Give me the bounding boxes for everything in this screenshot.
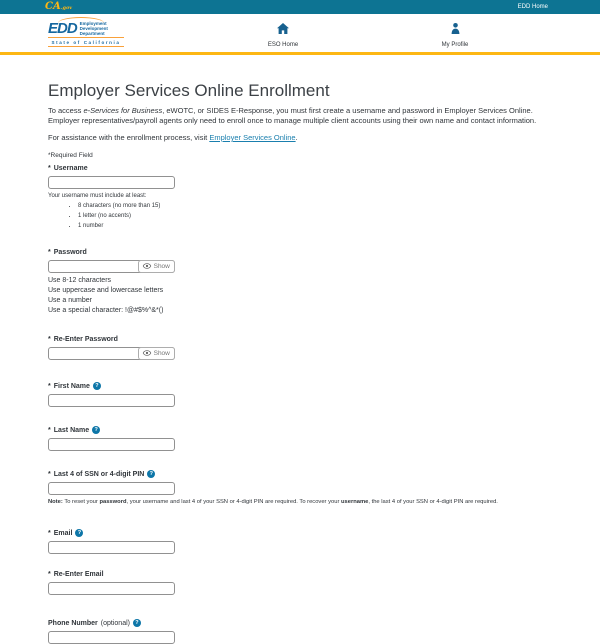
first-name-help-icon[interactable]: ?: [93, 382, 101, 390]
last-name-label: * Last Name ?: [48, 426, 552, 434]
required-marker: *: [48, 529, 51, 537]
first-name-label: * First Name ?: [48, 382, 552, 390]
password-label: * Password: [48, 249, 87, 256]
reenter-password-field-group: [48, 336, 552, 360]
reenter-password-label: * Re-Enter Password: [48, 336, 118, 343]
ssn-pin-field-group: [48, 470, 552, 505]
username-input[interactable]: [48, 176, 175, 189]
first-name-input[interactable]: [48, 394, 175, 407]
username-label: * Username: [48, 165, 88, 172]
email-input[interactable]: [48, 541, 175, 554]
employer-services-online-link[interactable]: Employer Services Online: [209, 133, 296, 142]
eye-icon: [143, 263, 151, 271]
username-rule: • 1 number: [78, 223, 552, 229]
utility-bar: [0, 0, 600, 14]
site-header: [0, 14, 600, 52]
required-marker: *: [48, 382, 51, 390]
person-icon: [451, 21, 460, 38]
first-name-field-group: [48, 382, 552, 407]
password-rule: Use 8-12 characters: [48, 277, 112, 284]
required-marker: *: [48, 426, 51, 434]
ssn-pin-label: * Last 4 of SSN or 4-digit PIN ?: [48, 470, 552, 478]
required-marker: *: [48, 249, 51, 256]
email-help-icon[interactable]: ?: [75, 529, 83, 537]
email-label: * Email ?: [48, 529, 552, 537]
username-rules-list: [48, 203, 552, 229]
edd-logo-state-text: State of California: [48, 37, 124, 47]
home-icon: [277, 21, 289, 38]
last-name-input[interactable]: [48, 438, 175, 451]
intro-paragraph: To access e-Services for Business, eWOTC, or SIDES E-Response, you must first create a username and password in Employer Services Online. Employer representatives/payroll agents only need to enroll once to manage multiple client accounts using their own name and contact information.: [48, 106, 537, 125]
username-field-group: [48, 165, 552, 229]
password-show-button[interactable]: Show: [138, 260, 175, 273]
reenter-email-field-group: [48, 571, 552, 595]
ca-gov-logo-gov: .gov: [60, 4, 73, 11]
nav-my-profile[interactable]: [410, 21, 500, 48]
ca-gov-logo-ca: CA: [45, 0, 61, 12]
edd-logo-department-text: Employment Development Department: [79, 21, 108, 36]
eye-icon: [143, 350, 151, 358]
password-rule: Use uppercase and lowercase letters: [48, 287, 164, 294]
username-rule: • 1 letter (no accents): [78, 213, 552, 219]
phone-help-icon[interactable]: ?: [133, 619, 141, 627]
ssn-pin-note: Note: To reset your password, your username and last 4 of your SSN or 4-digit PIN are required. To recover your username, the last 4 of your SSN or 4-digit PIN are required.: [48, 499, 498, 505]
password-field-group: [48, 249, 552, 316]
phone-field-group: [48, 619, 552, 644]
phone-label: Phone Number (optional) ?: [48, 619, 552, 627]
password-rule: Use a number: [48, 297, 92, 304]
page-title: Employer Services Online Enrollment: [48, 81, 330, 100]
nav-eso-home[interactable]: [238, 21, 328, 48]
reenter-email-label: * Re-Enter Email: [48, 571, 104, 578]
phone-optional-tag: (optional): [100, 619, 130, 627]
ca-gov-logo[interactable]: [45, 2, 72, 13]
last-name-help-icon[interactable]: ?: [92, 426, 100, 434]
required-marker: *: [48, 571, 51, 578]
ssn-pin-input[interactable]: [48, 482, 175, 495]
edd-logo[interactable]: [48, 17, 126, 47]
username-hint: Your username must include at least:: [48, 193, 147, 199]
main-content: [0, 55, 600, 644]
ssn-pin-help-icon[interactable]: ?: [147, 470, 155, 478]
reenter-email-input[interactable]: [48, 582, 175, 595]
password-rules-list: [48, 276, 552, 316]
nav-my-profile-label: My Profile: [441, 42, 469, 48]
assistance-line: For assistance with the enrollment process, visit Employer Services Online.: [48, 133, 298, 142]
required-marker: *: [48, 336, 51, 343]
nav-eso-home-label: ESO Home: [267, 42, 299, 48]
last-name-field-group: [48, 426, 552, 451]
required-field-note: *Required Field: [48, 152, 93, 159]
reenter-password-show-button[interactable]: Show: [138, 347, 175, 360]
edd-logo-acronym: EDD: [48, 20, 77, 37]
edd-home-link[interactable]: EDD Home: [517, 4, 548, 10]
required-marker: *: [48, 470, 51, 478]
phone-input[interactable]: [48, 631, 175, 644]
required-marker: *: [48, 165, 51, 172]
username-rule: • 8 characters (no more than 15): [78, 203, 552, 209]
password-rule: Use a special character: !@#$%^&*(): [48, 307, 164, 314]
email-field-group: [48, 529, 552, 554]
